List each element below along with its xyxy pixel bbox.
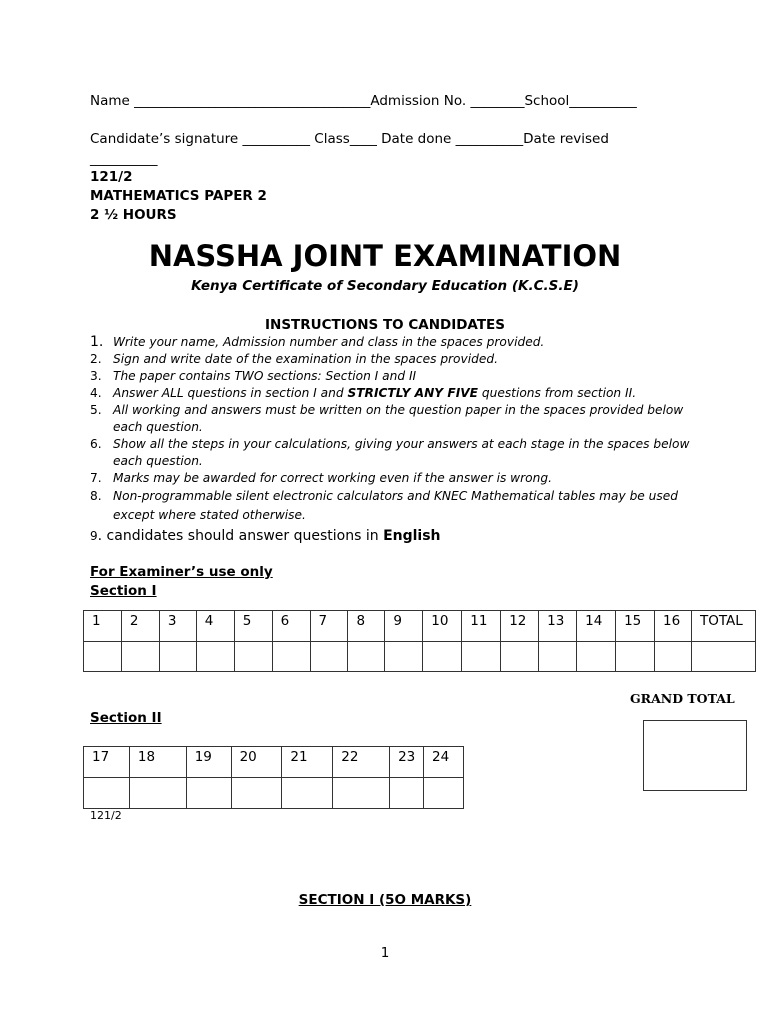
- section-1-col-header: 1: [84, 611, 122, 642]
- instruction-text: Marks may be awarded for correct working even if the answer is wrong.: [113, 471, 552, 485]
- grand-total-label: GRAND TOTAL: [630, 691, 735, 706]
- exam-title: NASSHA JOINT EXAMINATION: [148, 239, 622, 273]
- section-1-score-cell[interactable]: [272, 642, 310, 672]
- section-2-header-row: [84, 747, 464, 778]
- instruction-text: questions from section II.: [478, 386, 637, 400]
- section-2-score-cell[interactable]: [282, 778, 333, 809]
- instruction-text: Sign and write date of the examination in the spaces provided.: [113, 352, 498, 366]
- section-1-score-cell[interactable]: [655, 642, 692, 672]
- section-2-score-row: [84, 778, 464, 809]
- instruction-item: [90, 436, 690, 470]
- section-2-col-header: 24: [424, 747, 464, 778]
- date-revised-blank: __________: [90, 151, 158, 167]
- section-1-score-cell[interactable]: [234, 642, 272, 672]
- section-1-col-header: 15: [616, 611, 655, 642]
- page-number: 1: [380, 945, 390, 961]
- section-1-col-header: 6: [272, 611, 310, 642]
- section-2-score-cell[interactable]: [129, 778, 186, 809]
- duration: 2 ½ HOURS: [90, 207, 177, 223]
- section-1-col-header: 13: [539, 611, 577, 642]
- instruction-item: [90, 368, 690, 385]
- instruction-item: [90, 402, 690, 436]
- instruction-item: [90, 487, 690, 524]
- section-1-col-header: 12: [501, 611, 539, 642]
- section-1-score-cell[interactable]: [616, 642, 655, 672]
- section-1-col-header: TOTAL: [691, 611, 755, 642]
- section-2-label: Section II: [90, 710, 162, 726]
- section-1-col-header: 14: [577, 611, 616, 642]
- instruction-text: All working and answers must be written on the question paper in the spaces provided below each question.: [113, 403, 684, 434]
- instruction-text: . candidates should answer questions in: [97, 528, 384, 544]
- section-1-score-cell[interactable]: [462, 642, 501, 672]
- examiner-heading: For Examiner’s use only: [90, 564, 273, 580]
- instruction-text: Non-programmable silent electronic calculators and KNEC Mathematical tables may be used except where stated otherwise.: [113, 489, 678, 522]
- section-1-score-cell[interactable]: [310, 642, 348, 672]
- section-1-col-header: 11: [462, 611, 501, 642]
- section-1-score-cell[interactable]: [348, 642, 385, 672]
- instruction-item: [90, 385, 690, 402]
- section-2-score-cell[interactable]: [186, 778, 231, 809]
- section-1-col-header: 10: [423, 611, 462, 642]
- section-1-score-cell[interactable]: [423, 642, 462, 672]
- instruction-item: [90, 351, 690, 368]
- instruction-number: 7.: [90, 471, 102, 485]
- instructions-heading: INSTRUCTIONS TO CANDIDATES: [265, 317, 505, 333]
- instruction-emphasis: STRICTLY ANY FIVE: [347, 386, 478, 400]
- section-1-header-row: [84, 611, 756, 642]
- section-1-score-cell[interactable]: [121, 642, 159, 672]
- section-1-col-header: 16: [655, 611, 692, 642]
- section-2-score-cell[interactable]: [333, 778, 390, 809]
- instruction-item: [90, 334, 690, 351]
- section-2-col-header: 22: [333, 747, 390, 778]
- footer-paper-code: 121/2: [90, 809, 122, 822]
- section-2-score-cell[interactable]: [84, 778, 130, 809]
- instruction-number: 5.: [90, 403, 102, 417]
- instruction-number: 3.: [90, 369, 102, 383]
- grand-total-box[interactable]: [643, 720, 747, 791]
- section-1-heading: SECTION I (5O MARKS): [298, 892, 472, 908]
- section-1-score-cell[interactable]: [539, 642, 577, 672]
- section-1-score-table: [83, 610, 756, 672]
- instruction-number: 4.: [90, 386, 102, 400]
- section-1-label: Section I: [90, 583, 157, 599]
- section-1-col-header: 2: [121, 611, 159, 642]
- section-1-col-header: 3: [159, 611, 196, 642]
- instruction-text: The paper contains TWO sections: Section I and II: [113, 369, 417, 383]
- section-1-col-header: 9: [385, 611, 423, 642]
- section-2-score-cell[interactable]: [390, 778, 424, 809]
- section-1-col-header: 4: [196, 611, 234, 642]
- instruction-number: 6.: [90, 437, 102, 451]
- section-2-score-table: [83, 746, 464, 809]
- section-1-score-cell[interactable]: [691, 642, 755, 672]
- section-2-col-header: 21: [282, 747, 333, 778]
- section-2-col-header: 19: [186, 747, 231, 778]
- instruction-text: Show all the steps in your calculations, giving your answers at each stage in the spaces below each question.: [113, 437, 690, 468]
- section-2-score-cell[interactable]: [424, 778, 464, 809]
- instructions-list: [90, 334, 690, 524]
- section-2-col-header: 23: [390, 747, 424, 778]
- section-2-col-header: 17: [84, 747, 130, 778]
- instruction-number: 8.: [90, 489, 102, 503]
- instruction-text: Answer ALL questions in section I and: [113, 386, 348, 400]
- subject-title: MATHEMATICS PAPER 2: [90, 188, 267, 204]
- section-1-col-header: 8: [348, 611, 385, 642]
- section-1-col-header: 7: [310, 611, 348, 642]
- section-1-score-cell[interactable]: [196, 642, 234, 672]
- section-1-score-cell[interactable]: [84, 642, 122, 672]
- section-1-score-cell[interactable]: [577, 642, 616, 672]
- instruction-number: 2.: [90, 352, 102, 366]
- paper-code: 121/2: [90, 169, 133, 185]
- instruction-item-9: [90, 528, 441, 544]
- section-1-score-cell[interactable]: [385, 642, 423, 672]
- section-1-score-cell[interactable]: [501, 642, 539, 672]
- section-1-score-row: [84, 642, 756, 672]
- instruction-emphasis: English: [383, 528, 441, 544]
- instruction-item: [90, 470, 690, 487]
- instruction-number: 1.: [90, 334, 104, 350]
- name-admission-school-line: Name ___________________________________Admission No. ________School__________: [90, 93, 637, 109]
- section-2-col-header: 18: [129, 747, 186, 778]
- signature-class-date-line: Candidate’s signature __________ Class____ Date done __________Date revised: [90, 131, 609, 147]
- section-2-col-header: 20: [231, 747, 282, 778]
- section-2-score-cell[interactable]: [231, 778, 282, 809]
- exam-subtitle: Kenya Certificate of Secondary Education (K.C.S.E): [191, 278, 579, 294]
- section-1-col-header: 5: [234, 611, 272, 642]
- section-1-score-cell[interactable]: [159, 642, 196, 672]
- instruction-number: 9: [90, 529, 98, 543]
- instruction-text: Write your name, Admission number and class in the spaces provided.: [113, 335, 545, 349]
